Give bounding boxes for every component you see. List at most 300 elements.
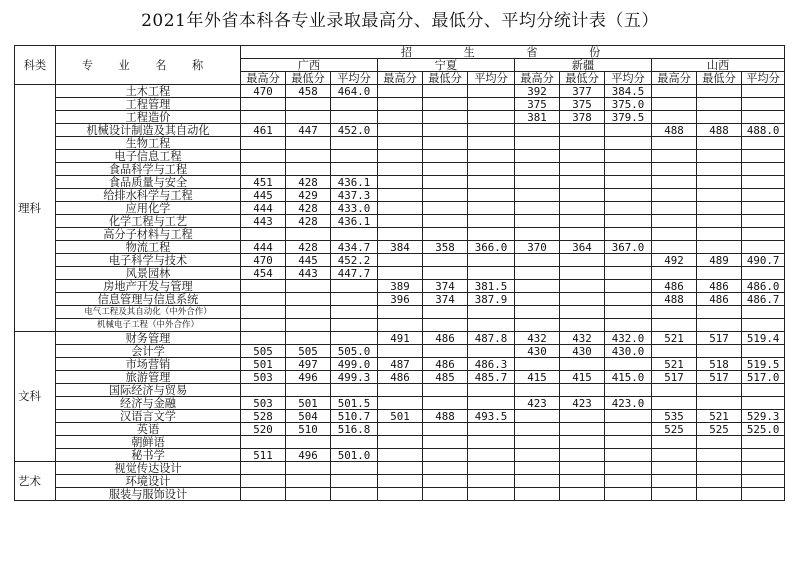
min-score-cell	[697, 436, 742, 449]
max-score-cell	[652, 228, 697, 241]
max-score-cell	[241, 163, 286, 176]
min-score-cell	[697, 228, 742, 241]
max-score-cell: 501	[241, 358, 286, 371]
avg-score-cell	[742, 436, 785, 449]
max-score-cell	[652, 189, 697, 202]
min-score-cell: 517	[697, 371, 742, 384]
table-row	[15, 384, 785, 397]
avg-score-cell	[331, 280, 378, 293]
avg-score-cell	[331, 306, 378, 319]
min-score-cell: 488	[697, 124, 742, 137]
avg-score-cell	[468, 306, 515, 319]
avg-score-cell: 486.3	[468, 358, 515, 371]
avg-score-cell	[468, 436, 515, 449]
min-score-cell	[560, 150, 605, 163]
major-cell: 会计学	[56, 345, 241, 358]
avg-score-cell	[468, 254, 515, 267]
avg-score-cell	[468, 176, 515, 189]
avg-score-cell	[331, 137, 378, 150]
max-score-cell: 503	[241, 371, 286, 384]
avg-score-cell	[742, 150, 785, 163]
min-score-cell: 428	[286, 215, 331, 228]
header-avg: 平均分	[605, 72, 652, 85]
avg-score-cell	[605, 280, 652, 293]
min-score-cell: 521	[697, 410, 742, 423]
max-score-cell: 488	[652, 293, 697, 306]
min-score-cell	[560, 280, 605, 293]
header-provinces-label: 招 生 省 份	[241, 46, 785, 59]
max-score-cell	[378, 449, 423, 462]
min-score-cell	[286, 332, 331, 345]
avg-score-cell	[605, 267, 652, 280]
table-row	[15, 85, 785, 98]
avg-score-cell	[605, 293, 652, 306]
avg-score-cell	[742, 345, 785, 358]
header-avg: 平均分	[331, 72, 378, 85]
major-cell: 应用化学	[56, 202, 241, 215]
avg-score-cell	[468, 137, 515, 150]
min-score-cell	[560, 215, 605, 228]
avg-score-cell: 486.0	[742, 280, 785, 293]
min-score-cell	[423, 306, 468, 319]
avg-score-cell	[742, 98, 785, 111]
avg-score-cell	[468, 85, 515, 98]
table-row	[15, 488, 785, 501]
min-score-cell	[697, 215, 742, 228]
max-score-cell	[378, 111, 423, 124]
table-row	[15, 111, 785, 124]
max-score-cell	[378, 189, 423, 202]
avg-score-cell	[468, 345, 515, 358]
category-cell: 文科	[15, 332, 56, 462]
avg-score-cell: 510.7	[331, 410, 378, 423]
min-score-cell	[560, 267, 605, 280]
max-score-cell	[378, 345, 423, 358]
avg-score-cell: 387.9	[468, 293, 515, 306]
avg-score-cell	[331, 384, 378, 397]
max-score-cell: 444	[241, 202, 286, 215]
avg-score-cell	[468, 475, 515, 488]
min-score-cell	[560, 449, 605, 462]
avg-score-cell	[468, 189, 515, 202]
max-score-cell	[652, 384, 697, 397]
max-score-cell: 505	[241, 345, 286, 358]
avg-score-cell	[605, 228, 652, 241]
major-cell: 给排水科学与工程	[56, 189, 241, 202]
max-score-cell	[515, 215, 560, 228]
max-score-cell	[515, 228, 560, 241]
max-score-cell	[515, 306, 560, 319]
table-row	[15, 358, 785, 371]
min-score-cell	[423, 397, 468, 410]
min-score-cell: 525	[697, 423, 742, 436]
avg-score-cell: 379.5	[605, 111, 652, 124]
avg-score-cell: 487.8	[468, 332, 515, 345]
table-row	[15, 462, 785, 475]
max-score-cell	[515, 423, 560, 436]
avg-score-cell	[605, 254, 652, 267]
max-score-cell	[515, 254, 560, 267]
max-score-cell	[378, 436, 423, 449]
max-score-cell	[241, 332, 286, 345]
avg-score-cell	[605, 150, 652, 163]
avg-score-cell	[605, 462, 652, 475]
min-score-cell: 430	[560, 345, 605, 358]
max-score-cell: 535	[652, 410, 697, 423]
major-cell: 电气工程及其自动化（中外合作）	[56, 306, 241, 319]
min-score-cell	[423, 449, 468, 462]
max-score-cell	[378, 137, 423, 150]
max-score-cell: 445	[241, 189, 286, 202]
avg-score-cell: 505.0	[331, 345, 378, 358]
min-score-cell	[423, 98, 468, 111]
min-score-cell	[286, 280, 331, 293]
major-cell: 食品科学与工程	[56, 163, 241, 176]
min-score-cell: 486	[423, 332, 468, 345]
page-title: 2021年外省本科各专业录取最高分、最低分、平均分统计表（五）	[141, 11, 659, 31]
avg-score-cell	[742, 85, 785, 98]
avg-score-cell: 452.0	[331, 124, 378, 137]
avg-score-cell: 437.3	[331, 189, 378, 202]
min-score-cell: 432	[560, 332, 605, 345]
major-cell: 国际经济与贸易	[56, 384, 241, 397]
avg-score-cell: 384.5	[605, 85, 652, 98]
max-score-cell	[515, 124, 560, 137]
max-score-cell: 392	[515, 85, 560, 98]
min-score-cell	[423, 215, 468, 228]
avg-score-cell: 499.0	[331, 358, 378, 371]
table-row	[15, 319, 785, 332]
min-score-cell: 486	[423, 358, 468, 371]
min-score-cell: 504	[286, 410, 331, 423]
min-score-cell	[697, 163, 742, 176]
max-score-cell: 423	[515, 397, 560, 410]
major-cell: 服装与服饰设计	[56, 488, 241, 501]
table-row	[15, 449, 785, 462]
avg-score-cell	[742, 176, 785, 189]
major-cell: 信息管理与信息系统	[56, 293, 241, 306]
max-score-cell: 528	[241, 410, 286, 423]
avg-score-cell	[742, 163, 785, 176]
min-score-cell	[560, 163, 605, 176]
max-score-cell	[241, 475, 286, 488]
header-min: 最低分	[560, 72, 605, 85]
avg-score-cell	[331, 332, 378, 345]
min-score-cell	[560, 462, 605, 475]
avg-score-cell	[605, 215, 652, 228]
avg-score-cell	[331, 163, 378, 176]
min-score-cell	[423, 436, 468, 449]
max-score-cell: 488	[652, 124, 697, 137]
max-score-cell	[241, 436, 286, 449]
max-score-cell: 396	[378, 293, 423, 306]
avg-score-cell	[468, 98, 515, 111]
avg-score-cell	[742, 137, 785, 150]
avg-score-cell	[468, 319, 515, 332]
min-score-cell	[560, 293, 605, 306]
min-score-cell: 377	[560, 85, 605, 98]
major-cell: 电子科学与技术	[56, 254, 241, 267]
min-score-cell: 518	[697, 358, 742, 371]
category-cell: 理科	[15, 85, 56, 332]
avg-score-cell	[605, 475, 652, 488]
min-score-cell	[423, 488, 468, 501]
min-score-cell	[697, 137, 742, 150]
max-score-cell	[515, 462, 560, 475]
min-score-cell: 443	[286, 267, 331, 280]
max-score-cell	[652, 397, 697, 410]
avg-score-cell	[742, 267, 785, 280]
min-score-cell	[697, 267, 742, 280]
table-row	[15, 267, 785, 280]
min-score-cell	[697, 397, 742, 410]
avg-score-cell	[742, 215, 785, 228]
avg-score-cell	[605, 176, 652, 189]
max-score-cell	[515, 436, 560, 449]
min-score-cell: 378	[560, 111, 605, 124]
avg-score-cell	[742, 202, 785, 215]
min-score-cell	[697, 449, 742, 462]
max-score-cell: 375	[515, 98, 560, 111]
max-score-cell	[652, 137, 697, 150]
min-score-cell: 428	[286, 176, 331, 189]
min-score-cell	[560, 410, 605, 423]
header-min: 最低分	[286, 72, 331, 85]
min-score-cell	[423, 228, 468, 241]
major-cell: 财务管理	[56, 332, 241, 345]
avg-score-cell	[331, 319, 378, 332]
avg-score-cell	[331, 98, 378, 111]
table-row	[15, 423, 785, 436]
avg-score-cell	[742, 449, 785, 462]
header-major: 专 业 名 称	[56, 46, 241, 85]
header-row-provinces-label	[15, 46, 785, 59]
avg-score-cell	[468, 488, 515, 501]
min-score-cell	[697, 241, 742, 254]
min-score-cell	[423, 150, 468, 163]
avg-score-cell: 485.7	[468, 371, 515, 384]
avg-score-cell	[468, 228, 515, 241]
min-score-cell	[697, 176, 742, 189]
min-score-cell: 486	[697, 293, 742, 306]
min-score-cell	[286, 98, 331, 111]
avg-score-cell	[468, 111, 515, 124]
table-row	[15, 215, 785, 228]
table-row	[15, 150, 785, 163]
major-cell: 机械设计制造及其自动化	[56, 124, 241, 137]
avg-score-cell	[605, 410, 652, 423]
min-score-cell	[697, 488, 742, 501]
min-score-cell: 358	[423, 241, 468, 254]
min-score-cell	[423, 85, 468, 98]
max-score-cell	[378, 124, 423, 137]
min-score-cell: 496	[286, 371, 331, 384]
min-score-cell	[697, 462, 742, 475]
max-score-cell: 503	[241, 397, 286, 410]
min-score-cell	[286, 384, 331, 397]
avg-score-cell	[605, 358, 652, 371]
table-row	[15, 293, 785, 306]
min-score-cell	[560, 228, 605, 241]
major-cell: 物流工程	[56, 241, 241, 254]
avg-score-cell	[468, 124, 515, 137]
avg-score-cell	[742, 397, 785, 410]
max-score-cell	[378, 423, 423, 436]
max-score-cell	[378, 176, 423, 189]
max-score-cell	[652, 163, 697, 176]
min-score-cell	[697, 475, 742, 488]
min-score-cell	[697, 306, 742, 319]
max-score-cell: 470	[241, 254, 286, 267]
table-row	[15, 306, 785, 319]
table-row	[15, 124, 785, 137]
max-score-cell	[652, 319, 697, 332]
avg-score-cell: 367.0	[605, 241, 652, 254]
min-score-cell	[560, 254, 605, 267]
header-category: 科类	[15, 46, 56, 85]
max-score-cell	[241, 137, 286, 150]
table-row	[15, 189, 785, 202]
avg-score-cell	[605, 137, 652, 150]
header-avg: 平均分	[742, 72, 785, 85]
major-cell: 经济与金融	[56, 397, 241, 410]
min-score-cell: 496	[286, 449, 331, 462]
max-score-cell	[515, 410, 560, 423]
max-score-cell	[241, 306, 286, 319]
max-score-cell	[515, 163, 560, 176]
min-score-cell	[423, 319, 468, 332]
avg-score-cell: 499.3	[331, 371, 378, 384]
max-score-cell: 486	[378, 371, 423, 384]
table-row	[15, 410, 785, 423]
avg-score-cell	[742, 462, 785, 475]
avg-score-cell	[331, 488, 378, 501]
min-score-cell: 486	[697, 280, 742, 293]
min-score-cell	[423, 254, 468, 267]
max-score-cell	[652, 449, 697, 462]
avg-score-cell: 529.3	[742, 410, 785, 423]
avg-score-cell	[605, 202, 652, 215]
major-cell: 房地产开发与管理	[56, 280, 241, 293]
min-score-cell	[423, 163, 468, 176]
score-table	[14, 45, 785, 501]
avg-score-cell: 525.0	[742, 423, 785, 436]
max-score-cell	[241, 280, 286, 293]
max-score-cell	[378, 267, 423, 280]
category-cell: 艺术	[15, 462, 56, 501]
max-score-cell	[652, 436, 697, 449]
avg-score-cell	[605, 124, 652, 137]
max-score-cell	[241, 111, 286, 124]
avg-score-cell: 433.0	[331, 202, 378, 215]
table-row	[15, 163, 785, 176]
min-score-cell	[697, 98, 742, 111]
min-score-cell	[286, 319, 331, 332]
max-score-cell: 491	[378, 332, 423, 345]
avg-score-cell	[605, 436, 652, 449]
max-score-cell	[652, 111, 697, 124]
avg-score-cell: 452.2	[331, 254, 378, 267]
max-score-cell: 461	[241, 124, 286, 137]
min-score-cell: 458	[286, 85, 331, 98]
min-score-cell	[423, 423, 468, 436]
avg-score-cell	[468, 397, 515, 410]
max-score-cell	[515, 150, 560, 163]
min-score-cell	[423, 124, 468, 137]
max-score-cell: 415	[515, 371, 560, 384]
avg-score-cell	[468, 423, 515, 436]
major-cell: 土木工程	[56, 85, 241, 98]
avg-score-cell	[331, 475, 378, 488]
max-score-cell	[515, 189, 560, 202]
avg-score-cell: 423.0	[605, 397, 652, 410]
table-row	[15, 436, 785, 449]
max-score-cell	[378, 228, 423, 241]
min-score-cell	[560, 358, 605, 371]
min-score-cell: 429	[286, 189, 331, 202]
avg-score-cell: 519.4	[742, 332, 785, 345]
major-cell: 风景园林	[56, 267, 241, 280]
table-row	[15, 98, 785, 111]
min-score-cell	[697, 150, 742, 163]
min-score-cell	[560, 306, 605, 319]
avg-score-cell	[742, 111, 785, 124]
avg-score-cell	[331, 293, 378, 306]
min-score-cell	[423, 267, 468, 280]
max-score-cell	[378, 163, 423, 176]
max-score-cell: 432	[515, 332, 560, 345]
avg-score-cell	[742, 306, 785, 319]
avg-score-cell	[468, 462, 515, 475]
header-min: 最低分	[697, 72, 742, 85]
avg-score-cell: 516.8	[331, 423, 378, 436]
avg-score-cell: 488.0	[742, 124, 785, 137]
min-score-cell	[560, 488, 605, 501]
header-avg: 平均分	[468, 72, 515, 85]
max-score-cell	[378, 150, 423, 163]
avg-score-cell	[742, 475, 785, 488]
max-score-cell	[652, 215, 697, 228]
min-score-cell	[560, 423, 605, 436]
avg-score-cell	[742, 189, 785, 202]
avg-score-cell	[605, 488, 652, 501]
major-cell: 机械电子工程（中外合作）	[56, 319, 241, 332]
min-score-cell	[423, 345, 468, 358]
header-province: 宁夏	[378, 59, 515, 72]
max-score-cell	[652, 202, 697, 215]
max-score-cell	[241, 98, 286, 111]
min-score-cell: 488	[423, 410, 468, 423]
max-score-cell	[515, 384, 560, 397]
avg-score-cell	[331, 111, 378, 124]
min-score-cell	[423, 384, 468, 397]
header-min: 最低分	[423, 72, 468, 85]
min-score-cell: 445	[286, 254, 331, 267]
avg-score-cell	[605, 163, 652, 176]
avg-score-cell: 375.0	[605, 98, 652, 111]
max-score-cell	[378, 202, 423, 215]
max-score-cell	[378, 215, 423, 228]
header-province: 广西	[241, 59, 378, 72]
min-score-cell	[697, 319, 742, 332]
avg-score-cell	[468, 163, 515, 176]
min-score-cell: 374	[423, 293, 468, 306]
max-score-cell: 443	[241, 215, 286, 228]
table-row	[15, 397, 785, 410]
min-score-cell	[697, 85, 742, 98]
max-score-cell	[652, 267, 697, 280]
max-score-cell: 487	[378, 358, 423, 371]
